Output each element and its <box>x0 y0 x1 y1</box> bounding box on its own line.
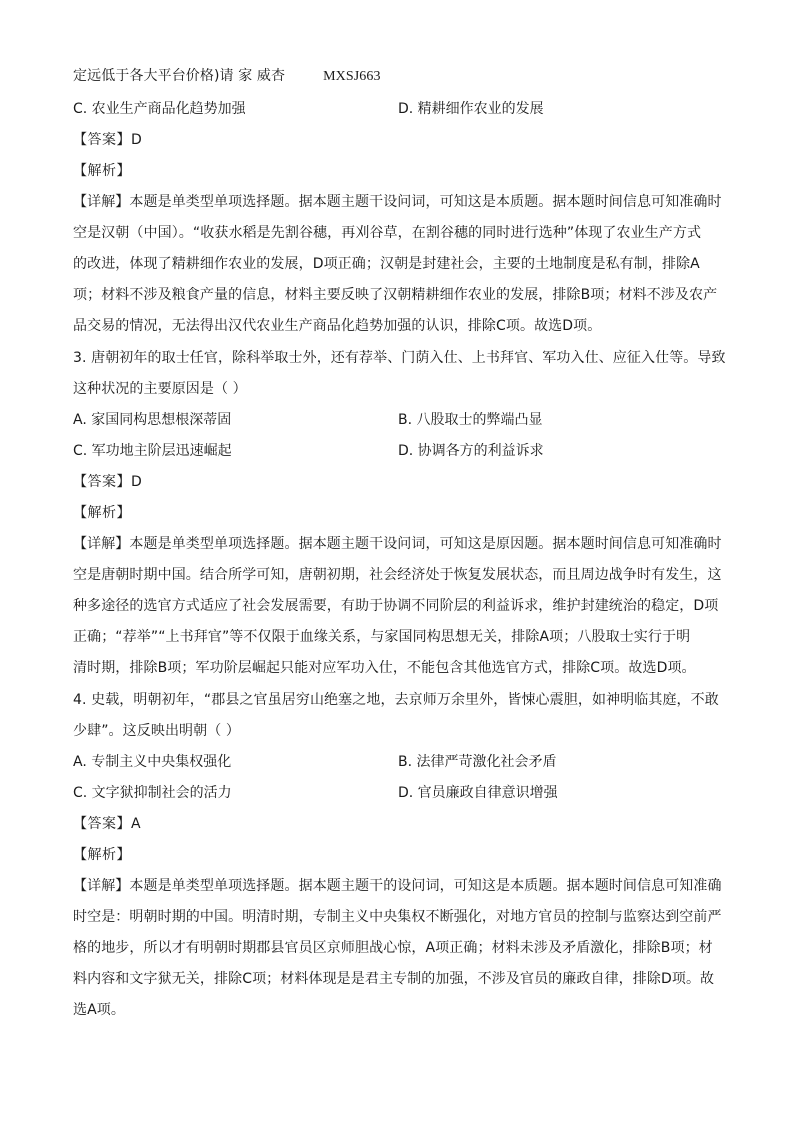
q2-analysis-label: 【解析】 <box>73 163 131 179</box>
q3-stem-line: 3. 唐朝初年的取士任官，除科举取士外，还有荐举、门荫入仕、上书拜官、军功入仕、应征入仕等。导致 <box>73 350 726 366</box>
q4-answer: 【答案】A <box>73 816 142 832</box>
q3-stem-line: 这种状况的主要原因是（ ） <box>73 381 247 397</box>
q4-option-d: D. 官员廉政自律意识增强 <box>398 785 558 801</box>
q3-answer: 【答案】D <box>73 474 143 490</box>
q3-detail-line: 空是唐朝时期中国。结合所学可知，唐朝初期，社会经济处于恢复发展状态，而且周边战争时有发生，这 <box>73 567 722 583</box>
q4-option-c: C. 文字狱抑制社会的活力 <box>73 785 232 801</box>
q2-detail-line: 品交易的情况，无法得出汉代农业生产商品化趋势加强的认识，排除C项。故选D项。 <box>73 318 602 334</box>
q3-detail-line: 清时期，排除B项；军功阶层崛起只能对应军功入仕，不能包含其他选官方式，排除C项。故选D项。 <box>73 660 696 676</box>
q4-option-b: B. 法律严苛激化社会矛盾 <box>398 754 557 770</box>
q4-stem-line: 少肆”。这反映出明朝（ ） <box>73 723 241 739</box>
q2-detail-line: 项；材料不涉及粮食产量的信息，材料主要反映了汉朝精耕细作农业的发展，排除B项；材料不涉及农产 <box>73 287 718 303</box>
q2-option-c: C. 农业生产商品化趋势加强 <box>73 101 246 117</box>
q3-option-a: A. 家国同构思想根深蒂固 <box>73 412 232 428</box>
q3-analysis-label: 【解析】 <box>73 505 131 521</box>
q3-option-b: B. 八股取士的弊端凸显 <box>398 412 543 428</box>
q4-detail-line: 时空是：明朝时期的中国。明清时期，专制主义中央集权不断强化，对地方官员的控制与监察达到空前严 <box>73 909 722 925</box>
q4-detail-line: 选A项。 <box>73 1002 125 1018</box>
q4-analysis-label: 【解析】 <box>73 847 131 863</box>
q4-detail-line: 格的地步，所以才有明朝时期郡县官员区京师胆战心惊，A项正确；材料未涉及矛盾激化，排除B项；材 <box>73 940 713 956</box>
q4-stem-line: 4. 史载，明朝初年，“郡县之官虽居穷山绝塞之地，去京师万余里外，皆悚心震胆，如神明临其庭，不敢 <box>73 692 719 708</box>
q3-detail-line: 【详解】本题是单类型单项选择题。据本题主题干设问词，可知这是原因题。据本题时间信息可知准确时 <box>73 536 722 552</box>
q4-detail-line: 料内容和文字狱无关，排除C项；材料体现是是君主专制的加强，不涉及官员的廉政自律，排除D项。故 <box>73 971 715 987</box>
q4-option-a: A. 专制主义中央集权强化 <box>73 754 232 770</box>
q3-detail-line: 种多途径的选官方式适应了社会发展需要，有助于协调不同阶层的利益诉求，维护封建统治的稳定，D项 <box>73 598 719 614</box>
q2-detail-line: 空是汉朝（中国）。“收获水稻是先割谷穗，再刈谷草，在割谷穗的同时进行选种”体现了农业生产方式 <box>73 225 702 241</box>
header-code: MXSJ663 <box>323 69 381 84</box>
q3-detail-line: 正确；“荐举”“上书拜官”等不仅限于血缘关系，与家国同构思想无关，排除A项；八股取士实行于明 <box>73 629 691 645</box>
q2-detail-line: 【详解】本题是单类型单项选择题。据本题主题干设问词，可知这是本质题。据本题时间信息可知准确时 <box>73 194 722 210</box>
header-line <box>73 66 723 87</box>
q3-option-d: D. 协调各方的利益诉求 <box>398 443 544 459</box>
q3-option-c: C. 军功地主阶层迅速崛起 <box>73 443 232 459</box>
q2-option-d: D. 精耕细作农业的发展 <box>398 101 544 117</box>
q4-detail-line: 【详解】本题是单类型单项选择题。据本题主题干的设问词，可知这是本质题。据本题时间信息可知准确 <box>73 878 722 894</box>
header-text: 定远低于各大平台价格)请 家 威杏 <box>73 68 286 84</box>
q2-answer: 【答案】D <box>73 132 143 148</box>
q2-detail-line: 的改进，体现了精耕细作农业的发展，D项正确；汉朝是封建社会，主要的土地制度是私有制，排除A <box>73 256 700 272</box>
